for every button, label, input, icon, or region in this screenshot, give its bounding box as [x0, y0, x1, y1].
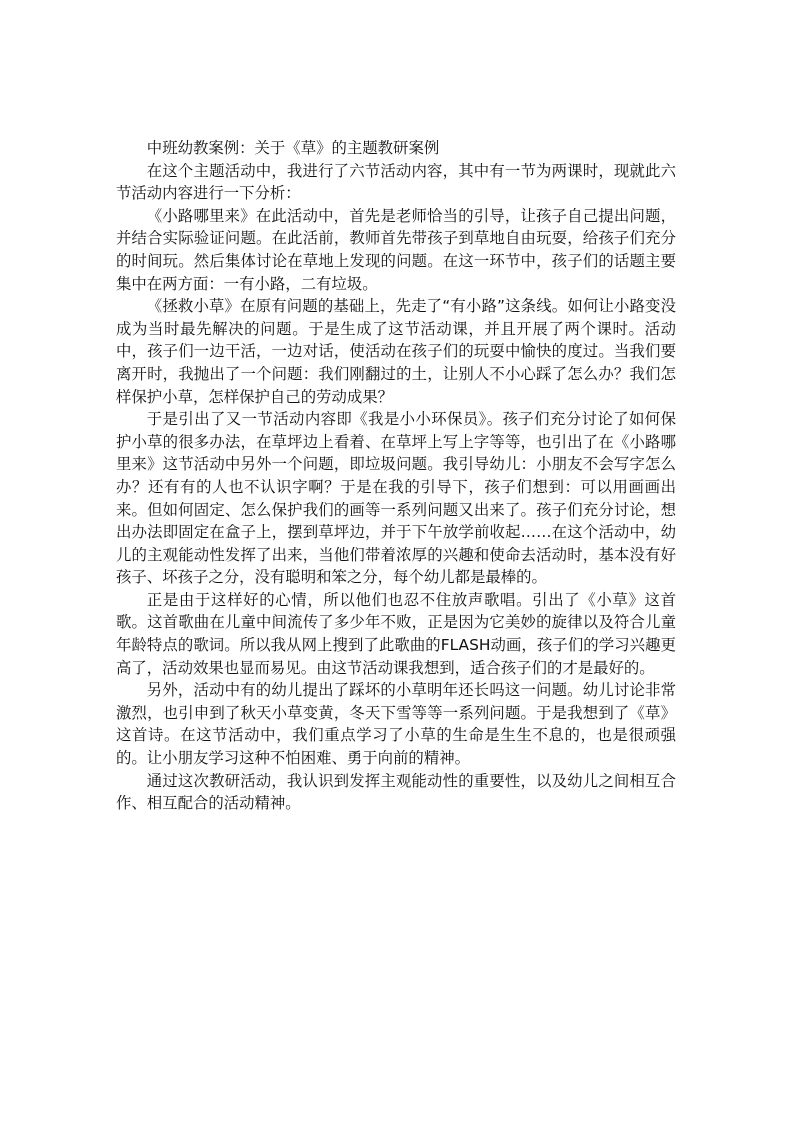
paragraph-zhengjiu: 《拯救小草》在原有问题的基础上，先走了“有小路”这条线。如何让小路变没成为当时最先解决的问题。于是生成了这节活动课，并且开展了两个课时。活动中，孩子们一边干活，一边对话，使活动在孩子们的玩耍中愉快的度过。当我们要离开时，我抛出了一个问题：我们刚翻过的土，让别人不小心踩了怎么办？我们怎样保护小草，怎样保护自己的劳动成果？	[116, 297, 676, 406]
paragraph-song: 正是由于这样好的心情，所以他们也忍不住放声歌唱。引出了《小草》这首歌。这首歌曲在儿童中间流传了多少年不败，正是因为它美妙的旋律以及符合儿童年龄特点的歌词。所以我从网上搜到了此歌曲的FLASH动画，孩子们的学习兴趣更高了，活动效果也显而易见。由这节活动课我想到，适合孩子们的才是最好的。	[116, 590, 676, 677]
paragraph-conclusion: 通过这次教研活动，我认识到发挥主观能动性的重要性，以及幼儿之间相互合作、相互配合的活动精神。	[116, 771, 676, 813]
paragraph-poem: 另外，活动中有的幼儿提出了踩坏的小草明年还长吗这一问题。幼儿讨论非常激烈，也引申到了秋天小草变黄，冬天下雪等等一系列问题。于是我想到了《草》这首诗。在这节活动中，我们重点学习了小草的生命是生生不息的，也是很顽强的。让小朋友学习这种不怕困难、勇于向前的精神。	[116, 681, 676, 768]
document-title: 中班幼教案例：关于《草》的主题教研案例	[146, 139, 440, 157]
paragraph-huanbaoyuan: 于是引出了又一节活动内容即《我是小小环保员》。孩子们充分讨论了如何保护小草的很多办法，在草坪边上看着、在草坪上写上字等等，也引出了在《小路哪里来》这节活动中另外一个问题，即垃圾问题。我引导幼儿：小朋友不会写字怎么办？还有有的人也不认识字啊？于是在我的引导下，孩子们想到：可以用画画出来。但如何固定、怎么保护我们的画等一系列问题又出来了。孩子们充分讨论，想出办法即固定在盒子上，摆到草坪边，并于下午放学前收起……在这个活动中，幼儿的主观能动性发挥了出来，当他们带着浓厚的兴趣和使命去活动时，基本没有好孩子、坏孩子之分，没有聪明和笨之分，每个幼儿都是最棒的。	[116, 410, 676, 587]
paragraph-intro: 在这个主题活动中，我进行了六节活动内容，其中有一节为两课时，现就此六节活动内容进行一下分析：	[116, 161, 676, 203]
paragraph-xiaolu: 《小路哪里来》在此活动中，首先是老师恰当的引导，让孩子自己提出问题，并结合实际验证问题。在此活前，教师首先带孩子到草地自由玩耍，给孩子们充分的时间玩。然后集体讨论在草地上发现的问题。在这一环节中，孩子们的话题主要集中在两方面：一有小路，二有垃圾。	[116, 206, 676, 293]
document-body	[116, 137, 676, 815]
